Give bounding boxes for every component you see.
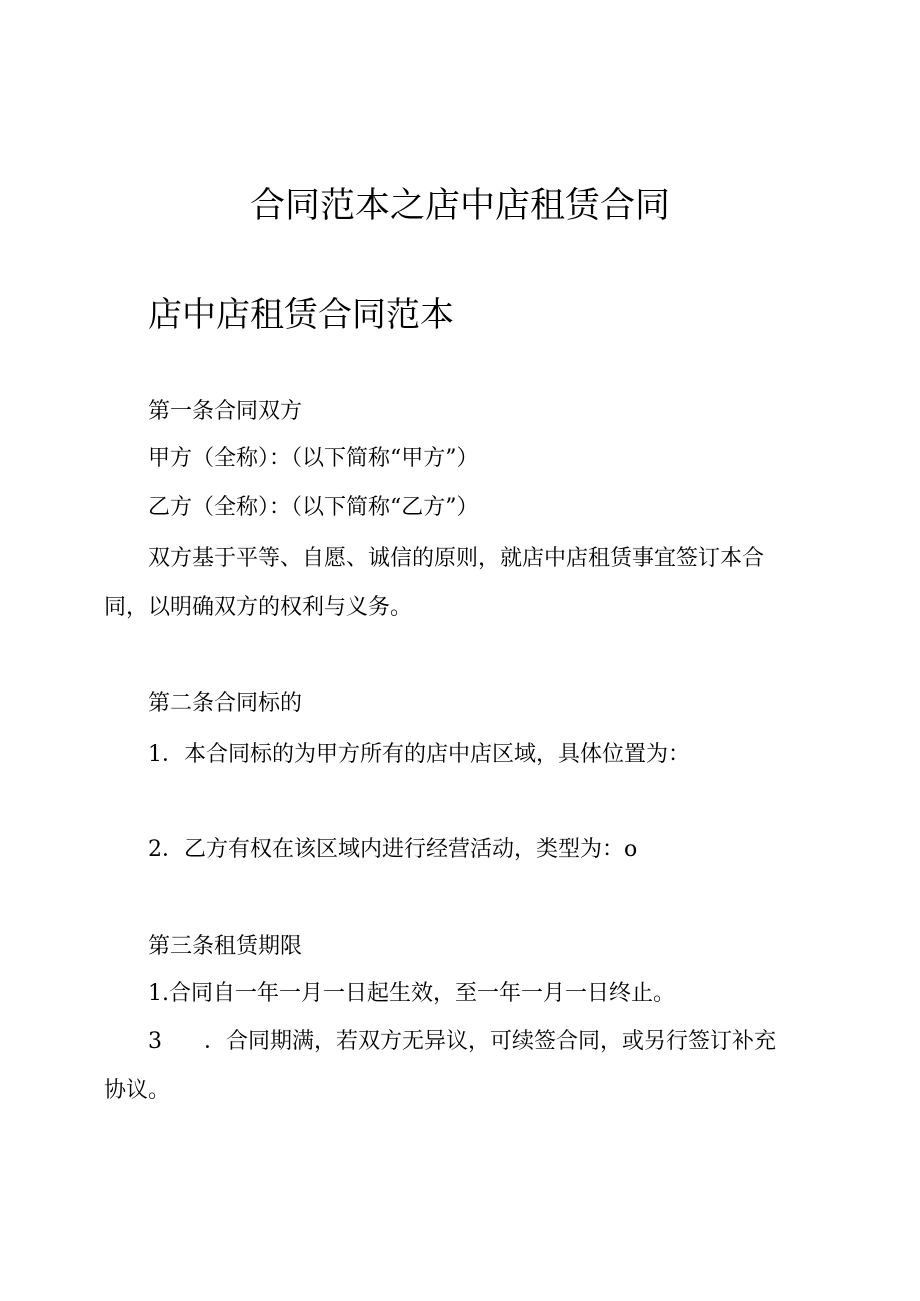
document-subtitle: 店中店租赁合同范本 — [148, 295, 454, 335]
article-2-item-1: 1．本合同标的为甲方所有的店中店区域，具体位置为： — [148, 742, 690, 767]
article-3-item-2-continuation: 协议。 — [104, 1078, 171, 1103]
article-3-item-2 — [148, 1024, 776, 1055]
article-3-item-2-number: 3 — [148, 1029, 162, 1054]
intro-line-1: 双方基于平等、自愿、诚信的原则，就店中店租赁事宜签订本合 — [148, 546, 765, 571]
article-2-heading: 第二条合同标的 — [148, 691, 303, 716]
intro-line-2: 同，以明确双方的权利与义务。 — [104, 595, 413, 620]
article-3-item-1: 1.合同自一年一月一日起生效，至一年一月一日终止。 — [148, 981, 675, 1006]
document-title: 合同范本之店中店租赁合同 — [249, 186, 670, 226]
article-1-heading: 第一条合同双方 — [148, 399, 303, 424]
party-a-line: 甲方（全称）：（以下简称“甲方”） — [148, 446, 479, 471]
article-3-heading: 第三条租赁期限 — [148, 934, 303, 959]
article-3-item-2-text: ．合同期满，若双方无异议，可续签合同，或另行签订补充 — [204, 1029, 777, 1054]
article-2-item-2: 2．乙方有权在该区域内进行经营活动，类型为：o — [148, 837, 638, 862]
party-b-line: 乙方（全称）：（以下简称“乙方”） — [148, 495, 479, 520]
